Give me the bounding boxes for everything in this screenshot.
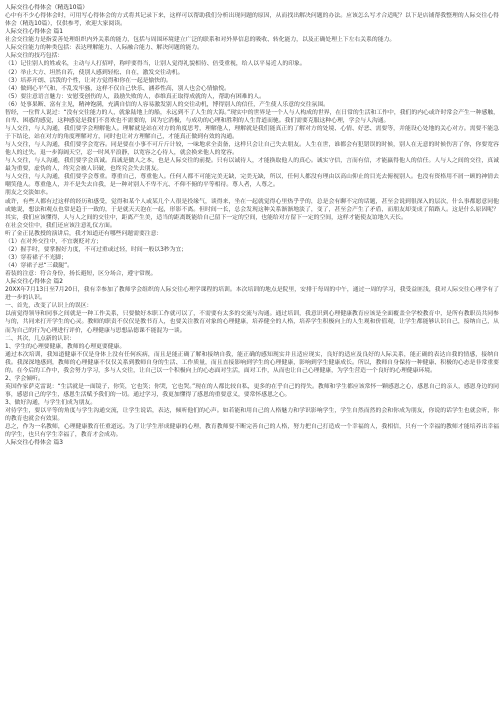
paragraph: 人际交往能力的种类包括：表达理解能力、人际融合能力、解决问题的能力。 [5, 45, 204, 52]
paragraph: 2、学会倾听。 [5, 375, 44, 382]
paragraph: 在社会交往中，我们还应该注意礼仪方面。 [5, 222, 116, 229]
list-item: （3）穿着裙子不光脚； [5, 254, 67, 261]
paragraph: 人际交往的技巧包括： [5, 53, 64, 60]
section-heading: 人际交往心得体会 篇2 [5, 279, 63, 286]
list-item: （6）处事果断、富有主见，精神饱满，充满自信的人容易激发别人的交往动机，博得别人的信任，产生使人乐意的交往氛围。 [5, 101, 329, 108]
paragraph: 智经，一位哲人说过：“没有交往能力的人，就象陆地上的船，永远到不了人生的大海。”现实中的世界是一个人与人构成的世界，在日常的生活和工作中，我们的内心或许时常会产生一种感触，自卑、困惑的感觉，这种感觉是我们不喜欢也不需要的，因为它消极，与成功的心理和胜利的人生背道而驰。我们需要克服这种心理，学会与人沟通。 [5, 109, 499, 124]
list-item: （2）举止大方、坦然自若，使别人感到轻松、自在，激发交往动机。 [5, 69, 184, 76]
paragraph: 与人交往，与人沟通，我们要学会真诚。真诚是做人之本，也是人际交往的前提。只有以诚待人，才能换取他人的真心。诚实守信，言而有信，才能赢得他人的信任。人与人之间的交往，真诚最为重要，虚伪的人，终究会被人识破，也终究会失去朋友。 [5, 158, 499, 173]
paragraph: 二、其次，几点新的认识： [5, 335, 75, 342]
section-heading: 人际交往心得体会 篇1 [5, 29, 63, 36]
paragraph: 着装的注意：符合身份，扬长避短，区分场合，遵守常规。 [5, 271, 157, 278]
paragraph: 3、做好沟通，与学生们成为朋友。 [5, 400, 97, 407]
list-item: （3）培养开朗、活泼的个性，让对方觉得和你在一起是愉快的。 [5, 77, 172, 84]
paragraph: 以前觉得领导和同事之间就是一种工作关系，只要做好本职工作就可以了，不需要有太多的交流与沟通。通过培训，我意识到心理健康教育应该是全面覆盖全学校教育中，是所有教职员共同参与的，共同来打开学生的心灵。教师的职责不仅仅是教书育人，也要关注教育对象的心理健康，培养健全的人格，培养学生积极向上的人生观和价值观，让学生都能够认识自己，接纳自己，从而为自己的行为心理进行评价，心理健康与思想品德课不能混为一谈。 [5, 311, 499, 334]
paragraph: 或许，有些人都有过这样的经历和感受，觉得和某个人或某几个人很是投缘气，谈得来，坐在一起就觉得心里热乎乎的，总是会有聊不完的话题，甚至会说到很深入的层次，什么事都愿意同他或她说，想法和观点也常是趋于一致的，于是就天天泡在一起，形影不离。但时间一长，总会发现这种关系渐渐地淡了，变了，甚至会产生了矛盾，而朋友却变成了陌路人。这是什么原因呢？其实，我们应该懂得，人与人之间的交往中，距离产生美，适当的距离既能给自己留下一定的空间，也能给对方留下一定的空间，这样才能使友谊地久天长。 [5, 198, 499, 221]
paragraph: 心中有不少心得体会时，可用写心得体会的方式将其记录下来，这样可以帮助我们分析出现问题的原因，从而找出解决问题的办法。应该怎么写才合适呢？以下是店铺帮我整理的人际交往心得体会（精选10篇），仅供参考，欢迎大家阅读。 [5, 13, 499, 28]
paragraph: 朋友之交淡如水。 [5, 190, 52, 197]
list-item: （1）记住别人的姓或名，主动与人打招呼，称呼要得当，让别人觉得礼貌相待、倍受重视，给人以平易近人的印象。 [5, 61, 306, 68]
list-item: （5）要注意语言魅力：安慰受创伤的人，鼓励失败的人，恭维真正取得成就的人，帮助有困难的人。 [5, 93, 265, 100]
paragraph: 通过本次培训，我知道健康不仅是身体上没有任何疾病，而且是能正确了解和接纳自我，能正确的感知现实并且适应现实，良好的适应及良好的人际关系，能正确的表达自我的情感，接纳自我。我深深地感到，教师的心理健康不仅仅关系到教师自身的生活、工作质量，而且直接影响到学生的心理健康，影响到学生健康成长。所以，教师自身保持一种健康、积极的心态是非常重要的。在今后的工作中，我会努力学习，多与人交往，让自己以一个积极向上的心态面对生活，面对工作，从而也让自己心理健康，为学生营造一个良好的心理健康环境。 [5, 351, 499, 374]
paragraph: 社会交往能力是指妥善处理组织内外关系的能力，包括与周围环境建立广泛的联系和对外界信息的吸收、转化能力，以及正确处理上下左右关系的能力。 [5, 37, 396, 44]
list-item: （2）握手时，要掌握好力度，不可过重或过轻，时间一般以3秒为宜； [5, 246, 188, 253]
document-body [5, 4, 499, 447]
paragraph: 一、首先，改变了认识上的误区： [5, 303, 93, 310]
section-heading: 人际交往心得体会 篇3 [5, 440, 63, 447]
paragraph: 听了金正昆教授的演讲后，我才知道还有哪些问题需要注意： [5, 230, 163, 237]
paragraph: 英国作家萨克雷说：“生活就是一面镜子，你笑，它也笑；你哭，它也哭。”现在的人都比较自私，更多的在乎自己的得失。教师和学生都应该常怀一颗感恩之心，感恩自己的亲人，感恩身边的同事，感恩自己的学生，感恩生活赋予我们的一切。通过学习，我更加懂得了感恩的重要意义，要常怀感恩之心。 [5, 383, 499, 398]
paragraph: 与人交往，与人沟通，我们要学会尊重。尊重自己，尊重他人。任何人都不可能完美无缺，完美无缺，所以，任何人都没有理由以高山仰止的目光去俯视别人。也没有资格用不屑一顾的神情去嘲笑他人。尊重他人，并不是失去自我，是一种对别人不卑不亢、不仰不俯的平等相待。尊人者，人尊之。 [5, 174, 499, 189]
list-item: （4）做到心平气和，不乱发牢骚，这样不仅自己快乐、涵养性高，别人也会心情愉悦。 [5, 85, 230, 92]
paragraph: 对待学生，要以平等的角度与学生沟通交流，让学生说话，表达，倾听他们的心声。如若能和用自己的人格魅力和学识影响学生，学生自然而然的会和你成为朋友，你说的话学生也就会听，你的教育也就会有效果。 [5, 408, 499, 423]
paragraph: 与人交往，与人沟通，我们要学会理解他人。理解就是站在对方的角度思考，理解他人，理解就是我们能真正的了解对方的处境、心情、好恶、需要等，并能设心处地的关心对方。需要不能急于下结论，站在对方的角度理解对方，同时也让对方理解自己，才能真正做到有效的沟通。 [5, 125, 499, 140]
document-title: 人际交往心得体会（精选10篇） [5, 5, 89, 11]
paragraph: 20XX年7月13日至7月20日，我有幸参加了教师学会组织的人际交往心理学课程的培训。本次培训的地点是院里，安排于每周的中午，通过一周的学习，我受益匪浅，我对人际交往心理学有了进一步的认识。 [5, 287, 499, 302]
paragraph: 总之，作为一名教师，心理健康教育任重道远。为了让学生形成健康的心理，教育教师要不断完善自己的人格，努力把自己打造成一个幸福的人，我相信，只有一个幸福的教师才能培养出幸福的学生，也只有学生幸福了，教育才会成功。 [5, 424, 499, 439]
list-item: （1）在对外交往中，不宜褒贬对方； [5, 238, 102, 245]
paragraph: 1、学生的心理要健康，教师的心理更要健康。 [5, 343, 126, 350]
paragraph: 与人交往，与人沟通，我们要学会宽容。同是要在小事不可斤斤计较，一味地求全责备，这样只会让自己失去朋友。人生在世，谁都会有犯错误的时候，别人在无意的时候伤害了你，你要宽容他人的过失。退一步海阔天空，忍一时风平浪静，以宽容之心待人，就会换来他人的宽容。 [5, 142, 499, 157]
list-item: （4）穿裙子忌“三截腿”。 [5, 263, 73, 269]
